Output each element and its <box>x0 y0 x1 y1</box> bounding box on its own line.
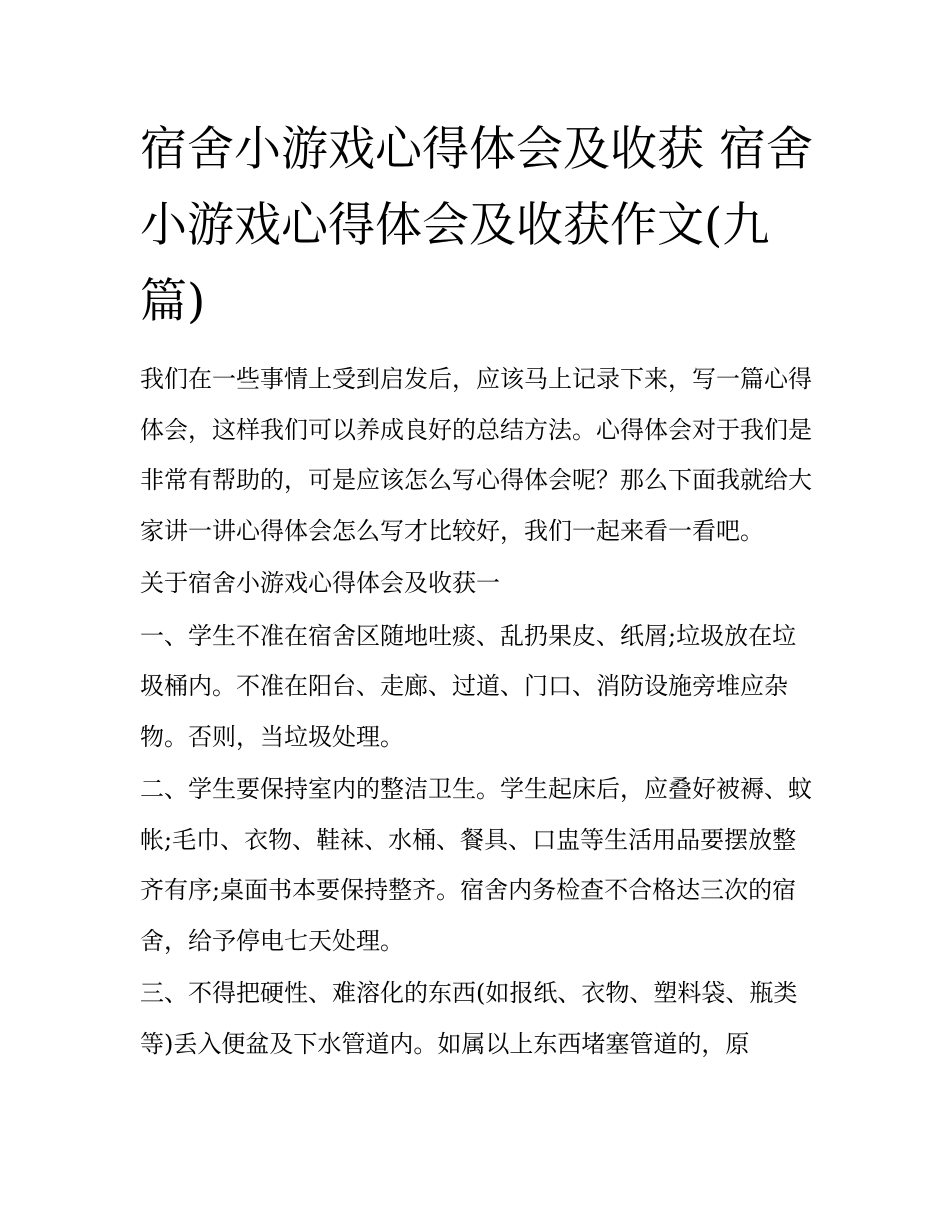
section-heading: 关于宿舍小游戏心得体会及收获一 <box>140 569 500 597</box>
paragraph-intro: 我们在一些事情上受到启发后，应该马上记录下来，写一篇心得体会，这样我们可以养成良好的总结方法。心得体会对于我们是非常有帮助的，可是应该怎么写心得体会呢？那么下面我就给大家讲一讲心得体会怎么写才比较好，我们一起来看一看吧。 <box>140 365 812 545</box>
document-title: 宿舍小游戏心得体会及收获 宿舍小游戏心得体会及收获作文(九篇) <box>140 122 813 329</box>
document-body <box>140 354 820 1071</box>
paragraph-rule-1: 一、学生不准在宿舍区随地吐痰、乱扔果皮、纸屑;垃圾放在垃圾桶内。不准在阳台、走廊、过道、门口、消防设施旁堆应杂物。否则，当垃圾处理。 <box>140 621 797 751</box>
paragraph-rule-3: 三、不得把硬性、难溶化的东西(如报纸、衣物、塑料袋、瓶类等)丢入便盆及下水管道内。如属以上东西堵塞管道的，原 <box>140 979 798 1058</box>
paragraph-rule-2: 二、学生要保持室内的整洁卫生。学生起床后，应叠好被褥、蚊帐;毛巾、衣物、鞋袜、水桶、餐具、口盅等生活用品要摆放整齐有序;桌面书本要保持整齐。宿舍内务检查不合格达三次的宿舍，给予停电七天处理。 <box>140 775 812 955</box>
